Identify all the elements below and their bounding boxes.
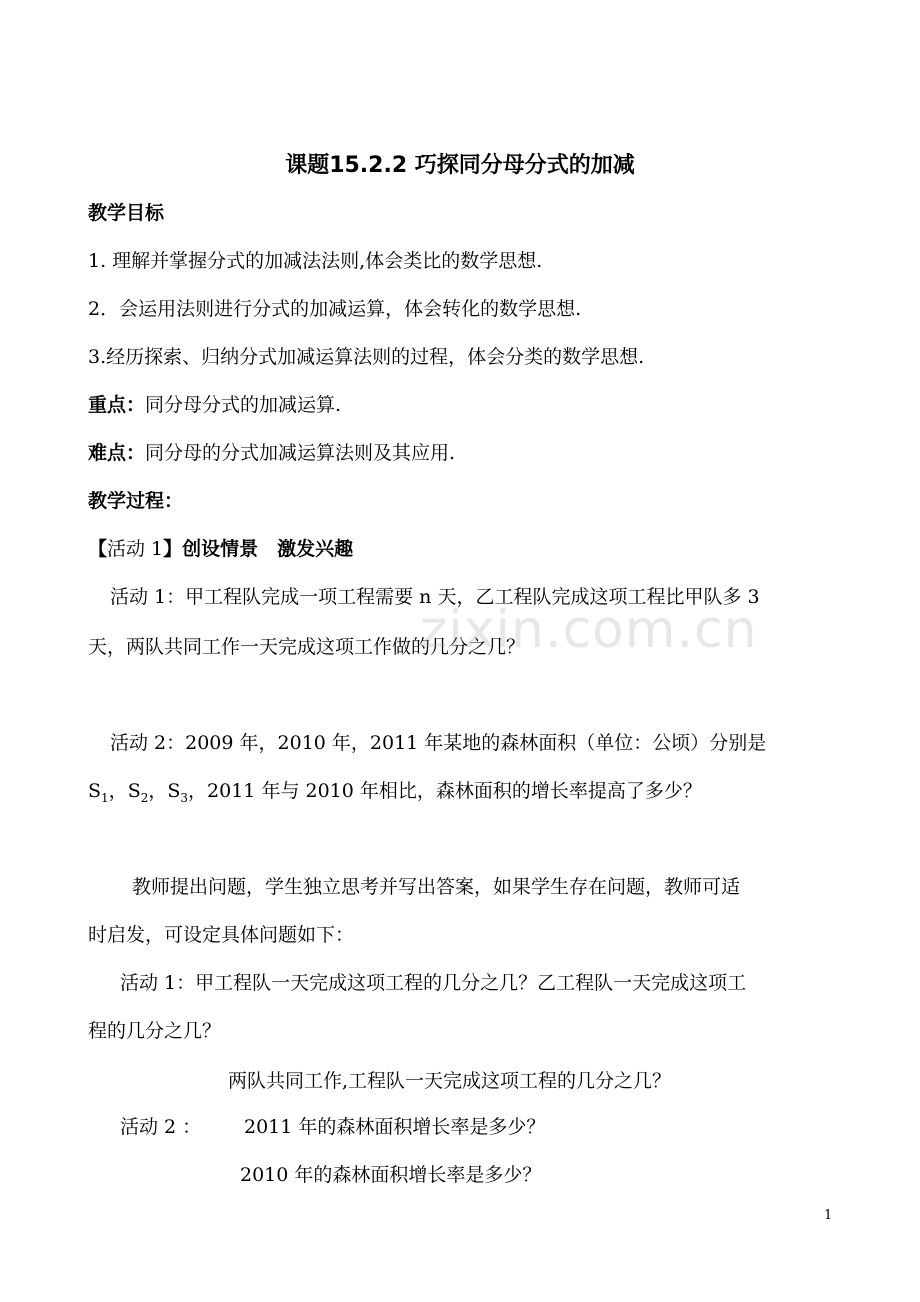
activity-bracket-open: 【 <box>88 538 108 560</box>
objective-item: 3.经历探索、归纳分式加减运算法则的过程，体会分类的数学思想. <box>88 346 645 368</box>
s-subscript: 2 <box>140 790 149 805</box>
s-variable: S <box>127 780 141 802</box>
teacher-line1: 教师提出问题，学生独立思考并写出答案，如果学生存在问题，教师可适 <box>132 876 741 898</box>
s-subscript: 1 <box>101 790 109 805</box>
activity1-line2: 天，两队共同工作一天完成这项工作做的几分之几？ <box>88 636 526 658</box>
s-subscript: 3 <box>180 790 189 805</box>
q-activity1-line2: 程的几分之几？ <box>88 1020 222 1042</box>
separator: ， <box>108 780 128 802</box>
teacher-line2: 时启发，可设定具体问题如下： <box>88 924 355 946</box>
objective-item: 1. 理解并掌握分式的加减法法则,体会类比的数学思想. <box>88 250 543 272</box>
activity2-line1: 活动 2：2009 年，2010 年，2011 年某地的森林面积（单位：公顷）分别是 <box>110 732 767 754</box>
q-activity1-line3: 两队共同工作,工程队一天完成这项工程的几分之几？ <box>228 1070 672 1092</box>
s-variable: S <box>167 780 181 802</box>
q-activity2-label: 活动 2 ： <box>120 1116 202 1138</box>
objectives-heading: 教学目标 <box>88 202 165 224</box>
activity-header-title: 创设情景 激发兴趣 <box>182 538 354 560</box>
page-title: 课题15.2.2 巧探同分母分式的加减 <box>285 153 635 178</box>
key-point <box>88 390 341 417</box>
activity-bracket-close: 】 <box>163 538 183 560</box>
separator: ， <box>148 780 168 802</box>
difficulty-text: 同分母的分式加减运算法则及其应用. <box>145 442 456 464</box>
difficulty-label: 难点： <box>88 442 146 464</box>
difficulty <box>88 438 455 465</box>
activity-header <box>88 534 353 561</box>
s-variable: S <box>88 780 102 802</box>
key-point-text: 同分母分式的加减运算. <box>145 394 342 416</box>
activity-header-prefix: 活动 1 <box>107 538 164 560</box>
activity1-line1: 活动 1：甲工程队完成一项工程需要 n 天，乙工程队完成这项工程比甲队多 3 <box>110 586 760 608</box>
q-activity1-line1: 活动 1：甲工程队一天完成这项工程的几分之几？乙工程队一天完成这项工 <box>120 972 747 994</box>
objective-item: 2．会运用法则进行分式的加减运算，体会转化的数学思想. <box>88 298 582 320</box>
q-activity2-q2: 2010 年的森林面积增长率是多少？ <box>240 1164 542 1186</box>
activity2-line2-rest: ，2011 年与 2010 年相比，森林面积的增长率提高了多少？ <box>188 780 702 802</box>
page-number: 1 <box>824 1208 833 1223</box>
process-heading: 教学过程： <box>88 490 184 512</box>
q-activity2-q1: 2011 年的森林面积增长率是多少？ <box>244 1116 546 1138</box>
watermark: zixin.com.cn <box>420 600 758 660</box>
activity2-line2 <box>88 776 702 805</box>
key-point-label: 重点： <box>88 394 146 416</box>
